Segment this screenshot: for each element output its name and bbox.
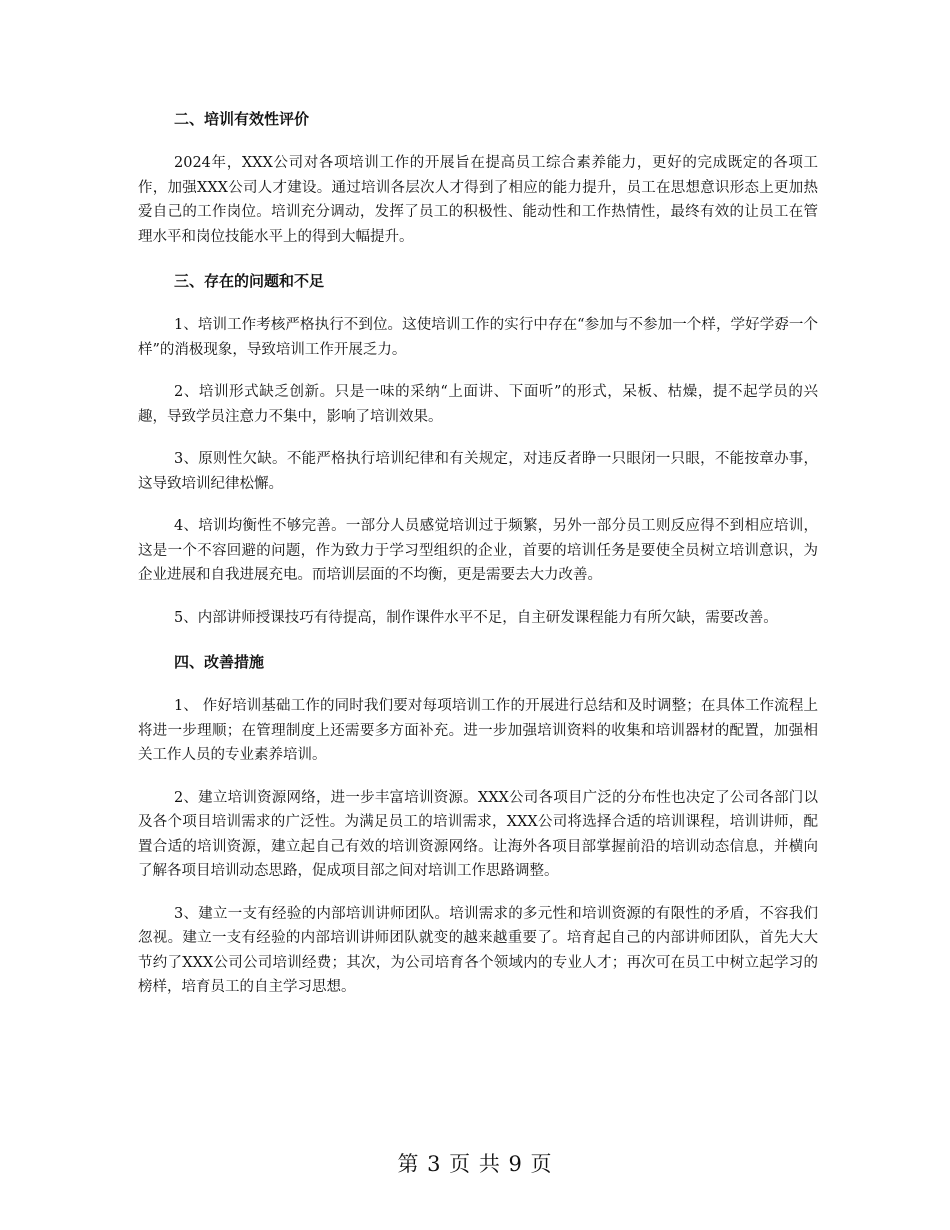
problem-item-1: 1、培训工作考核严格执行不到位。这使培训工作的实行中存在“参加与不参加一个样，学好学孬一个样”的消极现象，导致培训工作开展乏力。 — [138, 317, 818, 358]
improvement-item-3: 3、建立一支有经验的内部培训讲师团队。培训需求的多元性和培训资源的有限性的矛盾，不容我们忽视。建立一支有经验的内部培训讲师团队就变的越来越重要了。培育起自己的内部讲师团队，首先大大节约了XXX公司公司培训经费；其次，为公司培育各个领域内的专业人才；再次可在员工中树立起学习的榜样，培育员工的自主学习思想。 — [138, 905, 818, 995]
page-number-footer: 第 3 页 共 9 页 — [397, 1152, 553, 1176]
problem-item-4: 4、培训均衡性不够完善。一部分人员感觉培训过于频繁，另外一部分员工则反应得不到相应培训，这是一个不容回避的问题，作为致力于学习型组织的企业，首要的培训任务是要使全员树立培训意识，为企业进展和自我进展充电。而培训层面的不均衡，更是需要去大力改善。 — [138, 518, 818, 583]
problem-item-3: 3、原则性欠缺。不能严格执行培训纪律和有关规定，对违反者睁一只眼闭一只眼，不能按章办事，这导致培训纪律松懈。 — [138, 451, 818, 492]
improvement-item-1: 1、 作好培训基础工作的同时我们要对每项培训工作的开展进行总结和及时调整；在具体工作流程上将进一步理顺；在管理制度上还需要多方面补充。进一步加强培训资料的收集和培训器材的配置，加强相关工作人员的专业素养培训。 — [138, 698, 818, 763]
document-body — [138, 105, 818, 1019]
evaluation-paragraph: 2024年，XXX公司对各项培训工作的开展旨在提高员工综合素养能力，更好的完成既定的各项工作，加强XXX公司人才建设。通过培训各层次人才得到了相应的能力提升，员工在思想意识形态上更加热爱自己的工作岗位。培训充分调动，发挥了员工的积极性、能动性和工作热情性，最终有效的让员工在管理水平和岗位技能水平上的得到大幅提升。 — [138, 155, 818, 245]
problem-item-2: 2、培训形式缺乏创新。只是一味的采纳“上面讲、下面听”的形式，呆板、枯燥，提不起学员的兴趣，导致学员注意力不集中，影响了培训效果。 — [138, 384, 818, 425]
section-heading-improvements: 四、改善措施 — [174, 653, 265, 671]
problem-item-5: 5、内部讲师授课技巧有待提高，制作课件水平不足，自主研发课程能力有所欠缺，需要改善。 — [174, 609, 778, 626]
section-heading-problems: 三、存在的问题和不足 — [174, 272, 325, 290]
section-heading-evaluation: 二、培训有效性评价 — [174, 110, 310, 128]
improvement-item-2: 2、建立培训资源网络，进一步丰富培训资源。XXX公司各项目广泛的分布性也决定了公司各部门以及各个项目培训需求的广泛性。为满足员工的培训需求，XXX公司将选择合适的培训课程，培训讲师，配置合适的培训资源，建立起自己有效的培训资源网络。让海外各项目部掌握前沿的培训动态信息，并横向了解各项目培训动态思路，促成项目部之间对培训工作思路调整。 — [138, 789, 818, 879]
